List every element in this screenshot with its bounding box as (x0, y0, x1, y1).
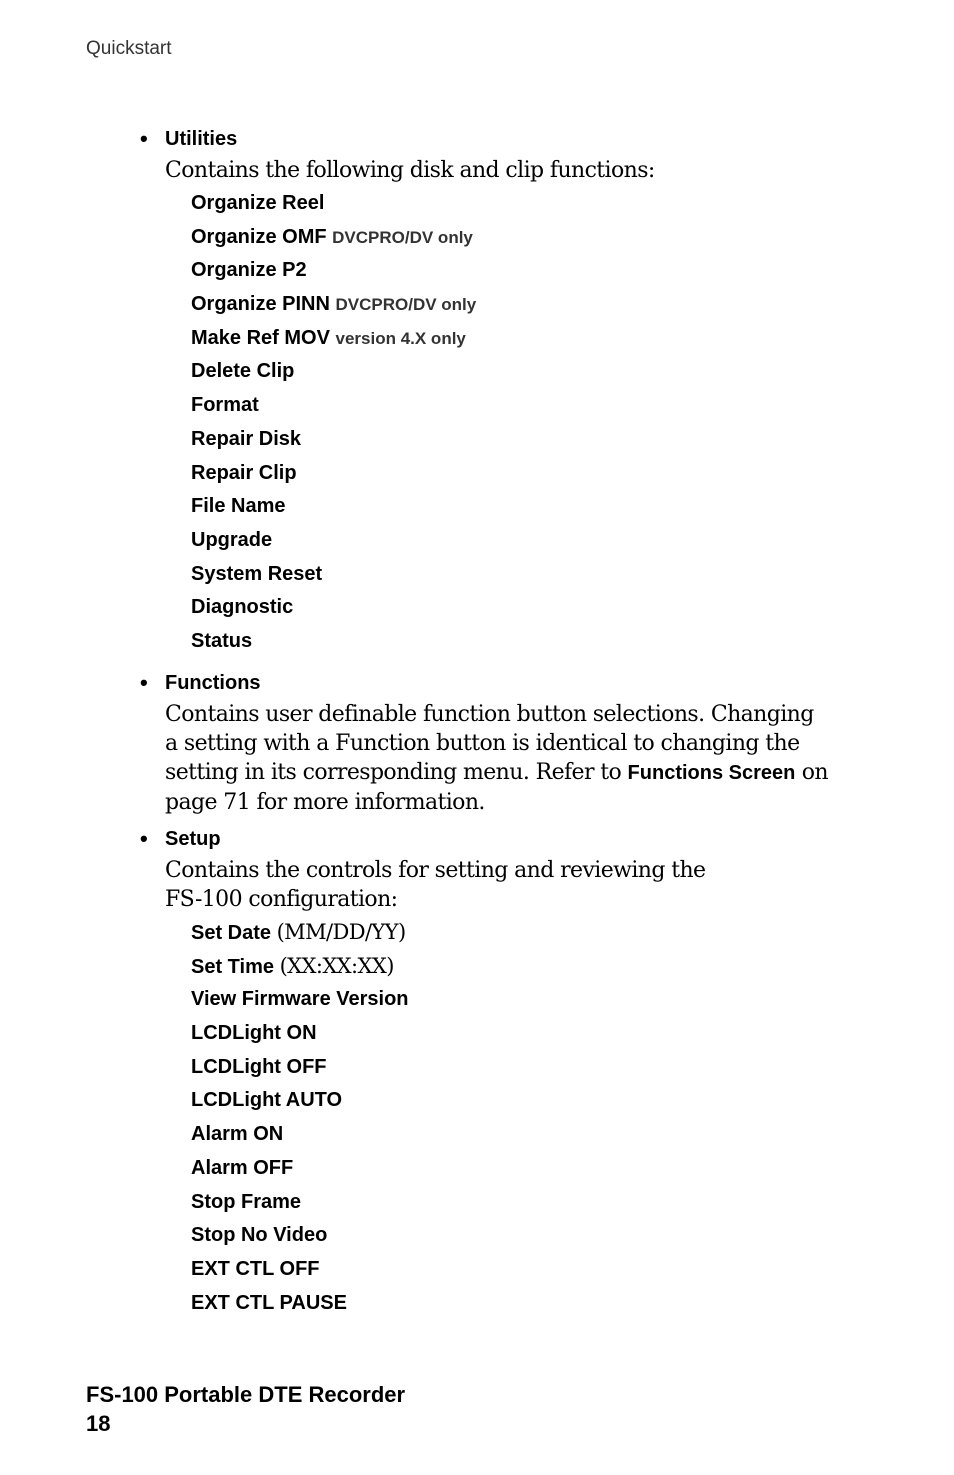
item-label: Status (191, 629, 253, 652)
item-label: View Firmware Version (191, 988, 409, 1011)
item-label: File Name (191, 495, 286, 518)
list-item (191, 591, 830, 625)
item-label: Organize OMF (191, 225, 327, 248)
utilities-description: Contains the following disk and clip functions: (165, 158, 655, 183)
list-item (191, 983, 830, 1017)
list-item (191, 1186, 830, 1220)
bullet-icon: • (140, 670, 148, 695)
list-item (191, 1084, 830, 1118)
utilities-heading: Utilities (165, 128, 238, 150)
bullet-icon: • (140, 826, 148, 851)
utilities-section (140, 124, 830, 668)
functions-screen-reference: Functions Screen (627, 762, 796, 784)
functions-heading: Functions (165, 672, 261, 694)
item-label: Upgrade (191, 528, 273, 551)
setup-description-line2: FS-100 configuration: (165, 887, 398, 912)
setup-description-line1: Contains the controls for setting and reviewing the (165, 858, 706, 883)
list-item (191, 1118, 830, 1152)
item-label: Make Ref MOV (191, 326, 330, 349)
item-label: Diagnostic (191, 596, 294, 619)
functions-section (140, 668, 830, 824)
list-item (191, 254, 830, 288)
list-item (191, 1253, 830, 1287)
list-item (191, 355, 830, 389)
list-item (191, 187, 830, 221)
list-item (191, 389, 830, 423)
functions-description-text: Contains user definable function button selections. Changing a setting with a Function button is identical to changing the setting in its corresponding menu. Refer to (165, 702, 814, 785)
footer-title: FS-100 Portable DTE Recorder (86, 1382, 406, 1407)
list-item (191, 950, 830, 984)
item-label: Alarm ON (191, 1123, 284, 1146)
item-label: Stop Frame (191, 1190, 302, 1213)
list-item (191, 1152, 830, 1186)
item-note: (MM/DD/YY) (276, 920, 406, 944)
item-label: Repair Clip (191, 461, 297, 484)
item-note: DVCPRO/DV only (332, 227, 473, 247)
item-label: Delete Clip (191, 360, 295, 383)
list-item (191, 524, 830, 558)
list-item (191, 916, 830, 950)
item-label: System Reset (191, 562, 323, 585)
item-note: version 4.X only (335, 328, 466, 348)
list-item (191, 1219, 830, 1253)
setup-section (140, 824, 830, 1320)
functions-description-text-end: on page 71 for more information. (165, 760, 828, 815)
item-note: DVCPRO/DV only (335, 295, 477, 315)
item-label: Set Time (191, 955, 274, 978)
list-item (191, 1017, 830, 1051)
bullet-icon: • (140, 126, 148, 151)
setup-list (191, 916, 830, 1320)
item-label: Organize P2 (191, 259, 307, 282)
item-label: LCDLight ON (191, 1022, 317, 1045)
list-item (191, 625, 830, 659)
item-label: Organize PINN (191, 293, 330, 316)
list-item (191, 288, 830, 322)
item-label: Stop No Video (191, 1224, 328, 1247)
page-footer (86, 1380, 405, 1438)
list-item (191, 1051, 830, 1085)
item-label: EXT CTL PAUSE (191, 1291, 347, 1314)
item-label: Format (191, 394, 259, 417)
list-item (191, 1287, 830, 1321)
setup-heading: Setup (165, 828, 221, 850)
item-label: LCDLight AUTO (191, 1089, 343, 1112)
item-label: Organize Reel (191, 192, 325, 214)
utilities-list (191, 187, 830, 659)
item-label: LCDLight OFF (191, 1055, 327, 1078)
list-item (191, 221, 830, 255)
item-label: Repair Disk (191, 427, 302, 450)
list-item (191, 558, 830, 592)
running-header: Quickstart (86, 38, 172, 59)
list-item (191, 457, 830, 491)
item-label: Alarm OFF (191, 1156, 294, 1179)
list-item (191, 490, 830, 524)
functions-description (165, 700, 830, 817)
setup-description (165, 856, 830, 914)
item-label: Set Date (191, 922, 272, 944)
list-item (191, 423, 830, 457)
list-item (191, 322, 830, 356)
item-note: (XX:XX:XX) (279, 953, 394, 978)
page-number: 18 (86, 1411, 111, 1436)
item-label: EXT CTL OFF (191, 1257, 320, 1280)
page-content (140, 124, 830, 1320)
